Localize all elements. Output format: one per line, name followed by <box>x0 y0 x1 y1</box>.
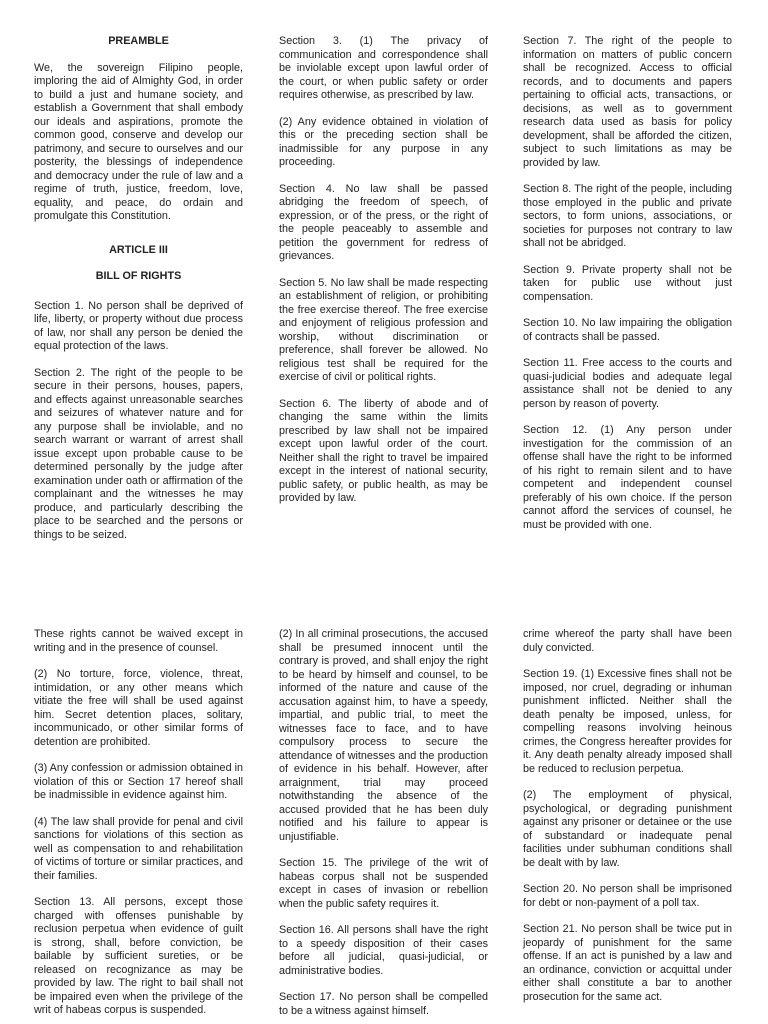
page2-column-2 <box>279 628 488 1024</box>
section-4: Section 4. No law shall be passed abridging the freedom of speech, of expression, or of the press, or the right of the people peaceably to assemble and petition the government for redress of grievances. <box>279 182 488 262</box>
page2-column-1 <box>34 628 243 1024</box>
page1-column-3 <box>523 35 732 545</box>
page2 <box>0 628 768 1024</box>
section-12-2: (2) No torture, force, violence, threat, intimidation, or any other means which vitiate the free will shall be used against him. Secret detention places, solitary, incommunicado, or other similar forms of detention are prohibited. <box>34 668 243 748</box>
page1-column-2 <box>279 35 488 519</box>
article-heading: ARTICLE III <box>109 243 168 256</box>
section-21: Section 21. No person shall be twice put in jeopardy of punishment for the same offense. If an act is punished by a law and an ordinance, conviction or acquittal under either shall constitute a bar to another prosecution for the same act. <box>523 923 732 1003</box>
section-7: Section 7. The right of the people to information on matters of public concern shall be recognized. Access to official records, and to documents and papers pertaining to official acts, transactions, or decisions, as well as to government research data used as basis for policy development, shall be afforded the citizen, subject to such limitations as may be provided by law. <box>523 35 732 169</box>
preamble-text: We, the sovereign Filipino people, imploring the aid of Almighty God, in order to build a just and humane society, and establish a Government that shall embody our ideals and aspirations, promote the common good, conserve and develop our patrimony, and secure to ourselves and our posterity, the blessings of independence and democracy under the rule of law and a regime of truth, justice, freedom, love, equality, and peace, do ordain and promulgate this Constitution. <box>34 61 243 222</box>
section-18-continued: crime whereof the party shall have been duly convicted. <box>523 628 732 654</box>
section-12-waiver: These rights cannot be waived except in writing and in the presence of counsel. <box>34 628 243 654</box>
page2-column-3 <box>523 628 732 1017</box>
section-3-1: Section 3. (1) The privacy of communication and correspondence shall be inviolable except upon lawful order of the court, or when public safety or order requires otherwise, as prescribed by law. <box>279 35 488 101</box>
section-14-2: (2) In all criminal prosecutions, the accused shall be presumed innocent until the contrary is proved, and shall enjoy the right to be heard by himself and counsel, to be informed of the nature and cause of the accusation against him, to have a speedy, impartial, and public trial, to meet the witnesses face to face, and to have compulsory process to secure the attendance of witnesses and the production of evidence in his behalf. However, after arraignment, trial may proceed notwithstanding the absence of the accused provided that he has been duly notified and his failure to appear is unjustifiable. <box>279 628 488 843</box>
article-subheading: BILL OF RIGHTS <box>95 270 182 282</box>
page1-column-1 <box>34 35 243 555</box>
section-6: Section 6. The liberty of abode and of changing the same within the limits prescribed by law shall not be impaired except upon lawful order of the court. Neither shall the right to travel be impaired except in the interest of national security, public safety, or public health, as may be provided by law. <box>279 397 488 504</box>
section-19-2: (2) The employment of physical, psychological, or degrading punishment against any prisoner or detainee or the use of substandard or inadequate penal facilities under subhuman conditions shall be dealt with by law. <box>523 789 732 869</box>
section-12-1: Section 12. (1) Any person under investigation for the commission of an offense shall have the right to be informed of his right to remain silent and to have competent and independent counsel preferably of his own choice. If the person cannot afford the services of counsel, he must be provided with one. <box>523 424 732 531</box>
section-13: Section 13. All persons, except those charged with offenses punishable by reclusion perpetua when evidence of guilt is strong, shall, before conviction, be bailable by sufficient sureties, or be released on recognizance as may be provided by law. The right to bail shall not be impaired even when the privilege of the writ of habeas corpus is suspended. <box>34 896 243 1016</box>
section-8: Section 8. The right of the people, including those employed in the public and private sectors, to form unions, associations, or societies for purposes not contrary to law shall not be abridged. <box>523 183 732 249</box>
section-3-2: (2) Any evidence obtained in violation of this or the preceding section shall be inadmissible for any purpose in any proceeding. <box>279 115 488 168</box>
section-12-3: (3) Any confession or admission obtained in violation of this or Section 17 hereof shall be inadmissible in evidence against him. <box>34 762 243 801</box>
section-17: Section 17. No person shall be compelled to be a witness against himself. <box>279 991 488 1017</box>
section-5: Section 5. No law shall be made respecting an establishment of religion, or prohibiting the free exercise thereof. The free exercise and enjoyment of religious profession and worship, without discrimination or preference, shall forever be allowed. No religious test shall be required for the exercise of civil or political rights. <box>279 276 488 383</box>
section-1: Section 1. No person shall be deprived of life, liberty, or property without due process of law, nor shall any person be denied the equal protection of the laws. <box>34 299 243 352</box>
section-12-4: (4) The law shall provide for penal and civil sanctions for violations of this section as well as compensation to and rehabilitation of victims of torture or similar practices, and their families. <box>34 815 243 882</box>
section-11: Section 11. Free access to the courts and quasi-judicial bodies and adequate legal assistance shall not be denied to any person by reason of poverty. <box>523 357 732 410</box>
section-9: Section 9. Private property shall not be taken for public use without just compensation. <box>523 263 732 303</box>
section-16: Section 16. All persons shall have the right to a speedy disposition of their cases before all judicial, quasi-judicial, or administrative bodies. <box>279 924 488 977</box>
section-15: Section 15. The privilege of the writ of habeas corpus shall not be suspended except in cases of invasion or rebellion when the public safety requires it. <box>279 857 488 910</box>
section-20: Section 20. No person shall be imprisoned for debt or non-payment of a poll tax. <box>523 883 732 909</box>
section-2: Section 2. The right of the people to be secure in their persons, houses, papers, and effects against unreasonable searches and seizures of whatever nature and for any purpose shall be inviolable, and no search warrant or warrant of arrest shall issue except upon probable cause to be determined personally by the judge after examination under oath or affirmation of the complainant and the witnesses he may produce, and particularly describing the place to be searched and the persons or things to be seized. <box>34 366 243 541</box>
section-19-1: Section 19. (1) Excessive fines shall not be imposed, nor cruel, degrading or inhuman punishment inflicted. Neither shall the death penalty be imposed, unless, for compelling reasons involving heinous crimes, the Congress hereafter provides for it. Any death penalty already imposed shall be reduced to reclusion perpetua. <box>523 668 732 775</box>
preamble-heading: PREAMBLE <box>108 35 169 47</box>
section-10: Section 10. No law impairing the obligation of contracts shall be passed. <box>523 317 732 343</box>
